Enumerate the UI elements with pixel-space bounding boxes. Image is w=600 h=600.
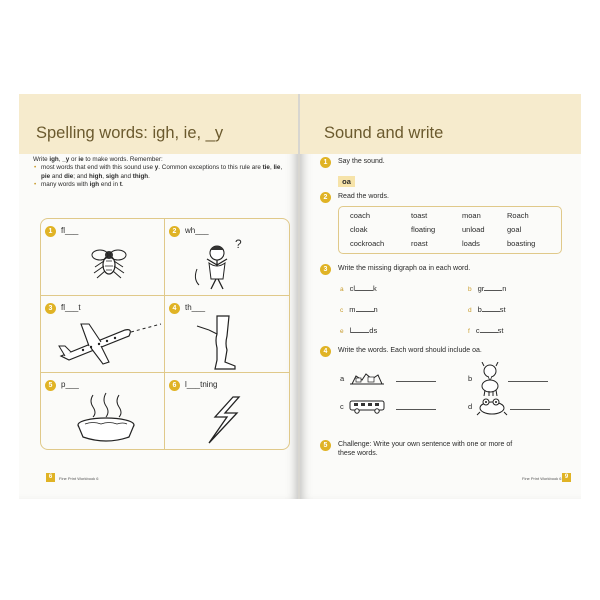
text: or — [69, 156, 79, 163]
item-letter: d — [468, 402, 473, 411]
text: Write — [33, 156, 50, 163]
word-list-box — [338, 206, 562, 254]
text: and — [50, 172, 65, 180]
text: igh — [89, 181, 100, 189]
word-end: st — [497, 326, 504, 335]
answer-blank[interactable] — [355, 284, 373, 291]
section-number-badge: 1 — [320, 157, 331, 168]
section-instruction: Write the words. Each word should include oa. — [338, 347, 482, 354]
answer-blank[interactable] — [484, 284, 502, 291]
section-number-badge: 4 — [320, 346, 331, 357]
fly-picture — [89, 245, 129, 281]
item-letter: c — [340, 402, 344, 411]
word-to-complete: p___ — [61, 380, 79, 389]
loads-picture — [348, 370, 386, 386]
word: coach — [350, 211, 371, 220]
page-number: 6 — [46, 473, 55, 482]
answer-line[interactable] — [508, 381, 548, 382]
text: t — [119, 181, 122, 189]
left-page — [19, 94, 298, 499]
question-mark: ? — [235, 237, 242, 251]
word: toast — [411, 211, 428, 220]
page-title: Sound and write — [324, 124, 444, 142]
missing-digraph-item — [468, 305, 506, 314]
rule-item — [41, 181, 283, 189]
word: moan — [462, 211, 481, 220]
missing-digraph-item — [468, 284, 506, 293]
section-instruction-continued: these words. — [338, 450, 378, 457]
section-instruction: Say the sound. — [338, 158, 385, 165]
item-number-badge: 3 — [45, 303, 56, 314]
aeroplane-picture — [55, 316, 163, 368]
missing-digraph-item — [340, 305, 378, 314]
item-letter: d — [468, 307, 472, 314]
grid-cell-3 — [41, 296, 164, 372]
goat-picture — [478, 362, 502, 396]
word: roast — [411, 239, 428, 248]
word: unload — [462, 225, 485, 234]
text: ie — [78, 156, 84, 163]
word: Roach — [507, 211, 529, 220]
answer-line[interactable] — [396, 381, 436, 382]
item-letter: b — [468, 286, 472, 293]
item-number-badge: 6 — [169, 380, 180, 391]
text: to make words. Remember: — [83, 156, 163, 163]
word-start: b — [477, 305, 482, 314]
missing-digraph-item — [340, 326, 377, 335]
page-number: 9 — [562, 473, 571, 482]
open-workbook — [19, 94, 581, 499]
word-start: m — [349, 305, 356, 314]
text: , — [58, 156, 63, 163]
instructions — [33, 156, 283, 190]
answer-blank[interactable] — [351, 326, 369, 333]
grid-cell-5 — [41, 373, 164, 449]
text: lie — [273, 164, 281, 172]
item-letter: f — [468, 328, 470, 335]
text: , — [102, 172, 106, 180]
text: ; and — [73, 172, 89, 180]
rules-list — [33, 164, 283, 189]
answer-line[interactable] — [396, 409, 436, 410]
word: cloak — [350, 225, 368, 234]
word-start: gr — [477, 284, 485, 293]
rule-item — [41, 164, 283, 181]
word-to-complete: wh___ — [185, 226, 209, 235]
sound-box: oa — [338, 176, 355, 187]
text: y — [154, 164, 159, 172]
text: igh — [49, 156, 59, 163]
word-end: k — [373, 284, 377, 293]
toad-picture — [476, 396, 508, 416]
item-number-badge: 1 — [45, 226, 56, 237]
pie-picture — [73, 391, 139, 447]
right-page — [300, 94, 581, 499]
section-number-badge: 3 — [320, 264, 331, 275]
text: sigh — [105, 172, 119, 180]
grid-cell-4 — [165, 296, 288, 372]
text: tie — [262, 164, 270, 172]
word: floating — [411, 225, 436, 234]
item-letter: c — [340, 307, 344, 314]
grid-cell-2 — [165, 219, 288, 295]
text: . Common exceptions to this rule are — [158, 164, 263, 172]
page-footer: Fine Print Workbook 6 — [522, 476, 562, 481]
instruction-line — [33, 156, 283, 164]
answer-blank[interactable] — [356, 305, 374, 312]
word-start: c — [475, 326, 480, 335]
coach-picture — [348, 398, 388, 414]
text: , — [269, 164, 274, 172]
text: die — [64, 172, 74, 180]
text: and — [118, 172, 133, 180]
grid-cell-1 — [41, 219, 164, 295]
text: pie — [41, 172, 51, 180]
text: . — [148, 172, 150, 180]
item-number-badge: 5 — [45, 380, 56, 391]
word-end: n — [502, 284, 507, 293]
text: end in — [99, 181, 120, 189]
text: many words with — [41, 181, 90, 189]
word-to-complete: l___tning — [185, 380, 218, 389]
item-number-badge: 2 — [169, 226, 180, 237]
lightning-picture — [205, 395, 245, 445]
answer-line[interactable] — [510, 409, 550, 410]
leg-picture — [195, 314, 245, 370]
word-to-complete: fl___t — [61, 303, 81, 312]
word: loads — [462, 239, 480, 248]
word-start: l — [349, 326, 352, 335]
word-to-complete: fl___ — [61, 226, 79, 235]
answer-blank[interactable] — [480, 326, 498, 333]
grid-cell-6 — [165, 373, 288, 449]
word-to-complete: th___ — [185, 303, 206, 312]
answer-blank[interactable] — [482, 305, 500, 312]
missing-digraph-item — [468, 326, 503, 335]
item-letter: e — [340, 328, 344, 335]
item-letter: b — [468, 374, 473, 383]
word-end: n — [373, 305, 378, 314]
item-number-badge: 4 — [169, 303, 180, 314]
text: high — [89, 172, 103, 180]
page-footer: Fine Print Workbook 6 — [59, 476, 99, 481]
missing-digraph-item — [340, 284, 377, 293]
section-instruction: Write the missing digraph oa in each word. — [338, 265, 471, 272]
item-letter: a — [340, 286, 344, 293]
text: _y — [62, 156, 70, 163]
text: , — [280, 164, 283, 172]
text: thigh — [132, 172, 149, 180]
section-number-badge: 2 — [320, 192, 331, 203]
word: boasting — [507, 239, 536, 248]
word: goal — [507, 225, 522, 234]
item-letter: a — [340, 374, 345, 383]
page-title: Spelling words: igh, ie, _y — [36, 124, 224, 142]
section-instruction: Read the words. — [338, 193, 389, 200]
section-instruction: Challenge: Write your own sentence with one or more of — [338, 441, 513, 448]
section-number-badge: 5 — [320, 440, 331, 451]
word-end: ds — [369, 326, 378, 335]
text: most words that end with this sound use — [41, 164, 155, 172]
word-start: cl — [349, 284, 356, 293]
text: . — [121, 181, 124, 189]
word: cockroach — [350, 239, 385, 248]
word-end: st — [499, 305, 506, 314]
picture-grid — [40, 218, 290, 450]
